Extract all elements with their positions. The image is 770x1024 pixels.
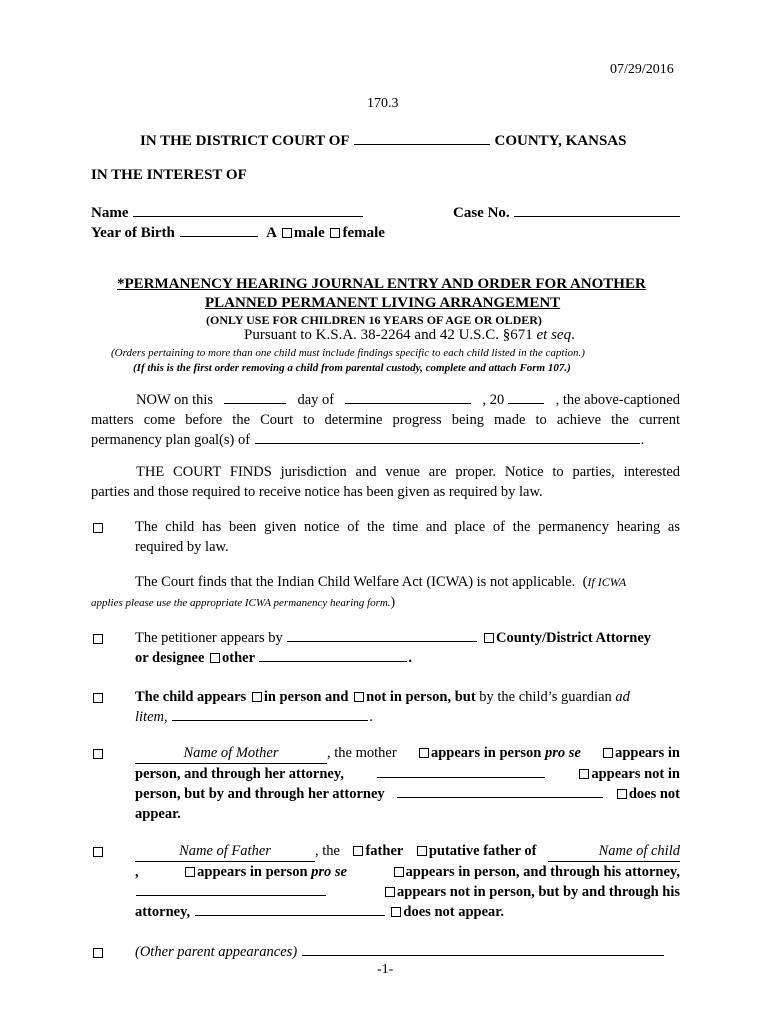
mother-attorney2-blank[interactable] — [397, 784, 603, 798]
gal-blank[interactable] — [172, 707, 368, 721]
child-name-field[interactable]: Name of child — [548, 841, 680, 862]
title-line1: *PERMANENCY HEARING JOURNAL ENTRY AND ORDER FOR ANOTHER — [117, 276, 646, 292]
title-line3: (ONLY USE FOR CHILDREN 16 YEARS OF AGE OR OLDER) — [206, 313, 542, 327]
mother-name-field[interactable]: Name of Mother — [135, 743, 327, 764]
month-blank[interactable] — [345, 390, 471, 404]
note-line2: (If this is the first order removing a child from parental custody, complete and attach Form 107.) — [133, 362, 571, 374]
other-blank[interactable] — [259, 648, 407, 662]
case-line: Case No. — [453, 203, 681, 222]
icwa-note: applies please use the appropriate ICWA permanency hearing form.) — [91, 595, 396, 610]
icwa-item: The Court finds that the Indian Child Welfare Act (ICWA) is not applicable. (If ICWA — [135, 574, 627, 590]
father-not-in-person-checkbox[interactable] — [385, 887, 395, 897]
court-heading: IN THE DISTRICT COURT OF COUNTY, KANSAS — [140, 133, 627, 149]
other-parent-checkbox[interactable] — [93, 948, 103, 958]
mother-item: Name of Mother , the mother appears in person pro se appears in person, and through her attorney, appears not in person, but by and through her attorney does not appear. — [135, 745, 680, 822]
father-name-field[interactable]: Name of Father — [135, 841, 315, 862]
child-appears-item: The child appears in person and not in person, but by the child’s guardian ad litem, . — [135, 689, 630, 725]
petitioner-item: The petitioner appears by County/District Attorney or designee other . — [135, 630, 652, 666]
county-blank[interactable] — [354, 131, 490, 145]
mother-does-not-appear-checkbox[interactable] — [617, 789, 627, 799]
father-checkbox-option[interactable] — [353, 846, 363, 856]
father-pro-se-checkbox[interactable] — [185, 867, 195, 877]
petitioner-checkbox[interactable] — [93, 634, 103, 644]
child-not-in-person-checkbox[interactable] — [354, 692, 364, 702]
title-line2: PLANNED PERMANENT LIVING ARRANGEMENT — [205, 295, 561, 311]
plan-goal-blank[interactable] — [255, 430, 640, 444]
notice-checkbox[interactable] — [93, 523, 103, 533]
other-parent-item: (Other parent appearances) — [135, 942, 680, 962]
father-item: Name of Father , the father putative father of Name of child , appears in person pro se appears in person, and through his attorney, appears not in person, but by and through his attorney, does not appear. — [135, 843, 680, 920]
father-attorney2-blank[interactable] — [195, 902, 385, 916]
name-blank[interactable] — [133, 203, 363, 217]
notice-item: The child has been given notice of the time and place of the permanency hearing as required by law. — [135, 519, 680, 555]
year-of-birth-blank[interactable] — [180, 223, 258, 237]
mother-in-person-checkbox[interactable] — [603, 748, 613, 758]
mother-not-in-person-checkbox[interactable] — [579, 769, 589, 779]
other-parent-blank[interactable] — [302, 942, 664, 956]
note-line1: (Orders pertaining to more than one child must include findings specific to each child listed in the caption.) — [111, 347, 585, 359]
female-checkbox[interactable] — [330, 228, 340, 238]
day-blank[interactable] — [224, 390, 286, 404]
form-number: 170.3 — [367, 96, 399, 111]
name-line: Name — [91, 203, 364, 222]
mother-pro-se-checkbox[interactable] — [419, 748, 429, 758]
child-appears-checkbox[interactable] — [93, 693, 103, 703]
other-checkbox[interactable] — [210, 653, 220, 663]
yob-line: Year of Birth A male female — [91, 225, 385, 241]
mother-attorney-blank[interactable] — [377, 764, 545, 778]
now-paragraph: NOW on this day of , 20 , the above-captioned matters come before the Court to determine progress being made to achieve the current permanency plan goal(s) of . — [91, 392, 680, 448]
pursuant-line: Pursuant to K.S.A. 38-2264 and 42 U.S.C. §671 et seq. — [244, 327, 575, 343]
petitioner-blank[interactable] — [287, 628, 477, 642]
father-in-person-checkbox[interactable] — [394, 867, 404, 877]
page-number: -1- — [377, 962, 394, 977]
case-number-blank[interactable] — [514, 203, 680, 217]
child-in-person-checkbox[interactable] — [252, 692, 262, 702]
year-blank[interactable] — [508, 390, 544, 404]
father-does-not-appear-checkbox[interactable] — [391, 907, 401, 917]
putative-father-checkbox[interactable] — [417, 846, 427, 856]
father-attorney-blank[interactable] — [136, 882, 326, 896]
county-attorney-checkbox[interactable] — [484, 633, 494, 643]
mother-checkbox[interactable] — [93, 749, 103, 759]
interest-heading: IN THE INTEREST OF — [91, 167, 247, 183]
male-checkbox[interactable] — [282, 228, 292, 238]
date-stamp: 07/29/2016 — [610, 62, 674, 77]
father-checkbox[interactable] — [93, 847, 103, 857]
court-finds-paragraph: THE COURT FINDS jurisdiction and venue are proper. Notice to parties, interested parties and those required to receive notice has been given as required by law. — [91, 464, 680, 500]
